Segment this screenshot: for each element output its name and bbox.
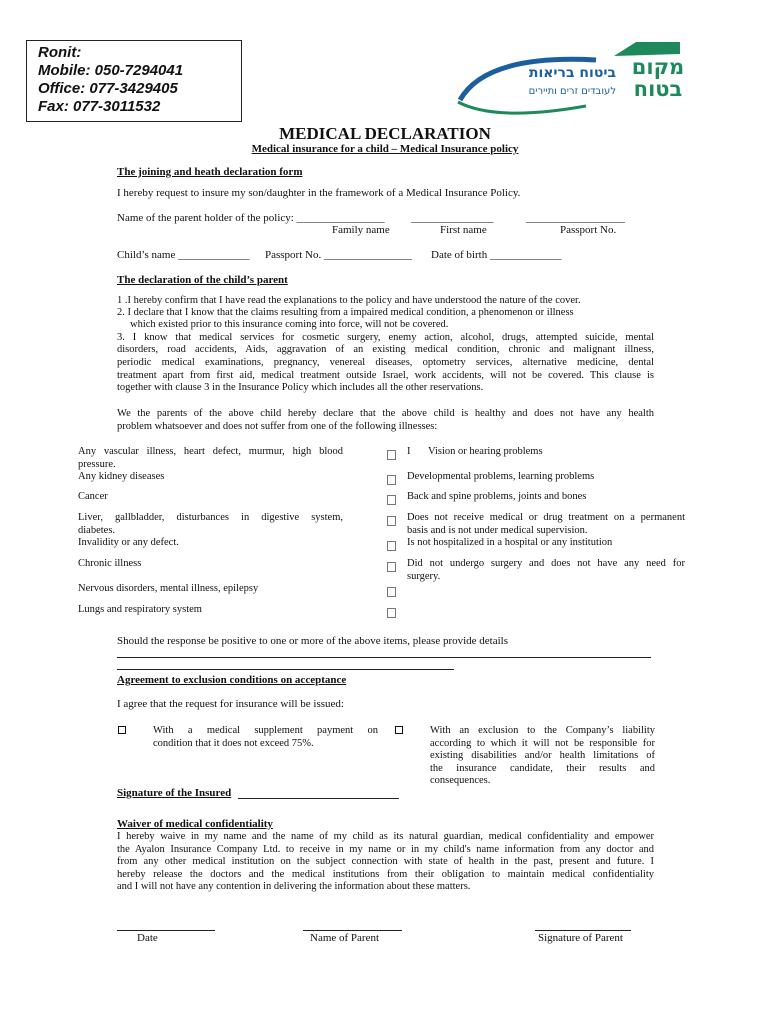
first-name-field[interactable]: _______________ (411, 212, 494, 224)
checkbox-lungs[interactable] (387, 608, 396, 618)
clause-2b: which existed prior to this insurance coming into force, will not be covered. (130, 319, 449, 330)
parent-declaration-heading: The declaration of the child’s parent (117, 274, 288, 286)
option-exclusion-line1: With an exclusion to the Company’s liability (430, 725, 655, 736)
checkbox-kidney[interactable] (387, 475, 396, 485)
clause-3-line2: disorders, road accidents, Aids, aggravation of an existing medical condition, chronic and malignant illness, (117, 344, 654, 355)
parents-statement-line2: problem whatsoever and does not suffer from one of the following illnesses: (117, 421, 438, 432)
item-developmental: Developmental problems, learning problems (407, 471, 595, 482)
waiver-line4: hereby release the doctors and the medical institutions from their obligation to maintain medical confidentiality (117, 869, 654, 880)
item-treatment-line1: Does not receive medical or drug treatment on a permanent (407, 512, 685, 523)
details-prompt: Should the response be positive to one or more of the above items, please provide details (117, 635, 509, 647)
parent-signature-line[interactable] (535, 930, 631, 931)
logo-hebrew-line1: ביטוח בריאות (528, 65, 616, 81)
insured-signature-label: Signature of the Insured (117, 787, 232, 799)
illness-invalidity: Invalidity or any defect. (78, 537, 179, 548)
option-exclusion-line4: the insurance candidate, their results and (430, 763, 655, 774)
illness-cancer: Cancer (78, 491, 108, 502)
waiver-line5: and I will not have any contention in delivering the information about these matters. (117, 881, 471, 892)
illness-vascular-line2: pressure. (78, 459, 116, 470)
illness-vascular-line1: Any vascular illness, heart defect, murmur, high blood (78, 446, 343, 457)
joining-heading: The joining and heath declaration form (117, 166, 303, 178)
item-vision: Vision or hearing problems (428, 446, 543, 457)
illness-lungs: Lungs and respiratory system (78, 604, 202, 615)
illness-kidney: Any kidney diseases (78, 471, 165, 482)
item-surgery-line1: Did not undergo surgery and does not have any need for (407, 558, 685, 569)
clause-3-line5: together with clause 3 in the Insurance Policy which includes all the other reservations. (117, 382, 484, 393)
contact-box (26, 40, 242, 122)
clause-3-line4: treatment apart from first aid, medical treatment outside Israel, work accidents, will not be covered. This clause is (117, 370, 654, 381)
family-name-label: Family name (332, 224, 390, 236)
agreement-heading: Agreement to exclusion conditions on acceptance (117, 674, 347, 686)
signature-of-parent-label: Signature of Parent (538, 932, 623, 944)
checkbox-vascular[interactable] (387, 450, 396, 460)
parents-statement-line1: We the parents of the above child hereby declare that the above child is healthy and does not have any health (117, 408, 654, 419)
contact-fax: Fax: 077-3011532 (38, 98, 161, 115)
logo-hebrew-name: מקום בטוח (631, 55, 685, 101)
item-surgery-line2: surgery. (407, 571, 441, 582)
child-name-field[interactable]: Child’s name _____________ (117, 249, 250, 261)
parent-name-field[interactable]: Name of the parent holder of the policy: ________________ (117, 212, 385, 224)
insured-signature-line[interactable] (238, 798, 399, 799)
contact-name: Ronit: (38, 44, 82, 61)
agreement-intro: I agree that the request for insurance will be issued: (117, 698, 344, 710)
waiver-line1: I hereby waive in my name and the name of my child as its natural guardian, medical confidentiality and empower (117, 831, 654, 842)
details-line-2[interactable] (117, 669, 454, 670)
illness-liver-line1: Liver, gallbladder, disturbances in digestive system, (78, 512, 343, 523)
option-exclusion-line3: existing disabilities and/or health limitations of (430, 750, 655, 761)
option-exclusion-line2: according to which it will not be responsible for (430, 738, 655, 749)
checkbox-nervous[interactable] (387, 587, 396, 597)
passport-field[interactable]: __________________ (526, 212, 625, 224)
illness-chronic: Chronic illness (78, 558, 142, 569)
illness-nervous: Nervous disorders, mental illness, epilepsy (78, 583, 259, 594)
item-hospitalized: Is not hospitalized in a hospital or any institution (407, 537, 613, 548)
item-back-spine: Back and spine problems, joints and bones (407, 491, 587, 502)
page-title: MEDICAL DECLARATION (279, 124, 491, 143)
clause-1: 1 .I hereby confirm that I have read the explanations to the policy and have understood the nature of the cover. (117, 295, 581, 306)
waiver-line2: the Ayalon Insurance Company Ltd. to receive in my name or in my child's name information from any doctor and (117, 844, 654, 855)
child-dob-field[interactable]: Date of birth _____________ (431, 249, 562, 261)
child-passport-field[interactable]: Passport No. ________________ (265, 249, 412, 261)
checkbox-liver[interactable] (387, 516, 396, 526)
clause-2a: 2. I declare that I know that the claims resulting from a impaired medical condition, a phenomenon or illness (117, 307, 574, 318)
checkbox-chronic[interactable] (387, 562, 396, 572)
contact-office: Office: 077-3429405 (38, 80, 178, 97)
joining-request: I hereby request to insure my son/daughter in the framework of a Medical Insurance Policy. (117, 187, 521, 199)
page-subtitle: Medical insurance for a child – Medical Insurance policy (251, 143, 519, 155)
contact-mobile: Mobile: 050-7294041 (38, 62, 184, 79)
first-name-label: First name (440, 224, 487, 236)
item-treatment-line2: basis and is not under medical supervision. (407, 525, 588, 536)
illness-liver-line2: diabetes. (78, 525, 116, 536)
checkbox-supplement-payment[interactable] (118, 726, 126, 734)
checkbox-cancer[interactable] (387, 495, 396, 505)
company-logo (456, 40, 696, 120)
waiver-line3: from any other medical institution on the subject connection with state of health in the past, present and future. I (117, 856, 654, 867)
option-supplement-line2: condition that it does not exceed 75%. (153, 738, 314, 749)
checkbox-invalidity[interactable] (387, 541, 396, 551)
logo-hebrew-line2: לעובדים זרים ותיירים (528, 86, 616, 97)
parent-name-line[interactable] (303, 930, 402, 931)
option-exclusion-line5: consequences. (430, 775, 491, 786)
item-vision-numeral: I (407, 446, 411, 457)
date-label: Date (137, 932, 158, 944)
name-of-parent-label: Name of Parent (310, 932, 380, 944)
details-line-1[interactable] (117, 657, 651, 658)
date-line[interactable] (117, 930, 215, 931)
clause-3-line3: periodic medical examinations, pregnancy, venereal diseases, optometry services, alternative medicine, dental (117, 357, 654, 368)
checkbox-exclusion[interactable] (395, 726, 403, 734)
clause-3-line1: 3. I know that medical services for cosmetic surgery, enemy action, alcohol, drugs, attempted suicide, mental (117, 332, 654, 343)
waiver-heading: Waiver of medical confidentiality (117, 818, 273, 830)
option-supplement-line1: With a medical supplement payment on (153, 725, 378, 736)
passport-label: Passport No. (560, 224, 617, 236)
